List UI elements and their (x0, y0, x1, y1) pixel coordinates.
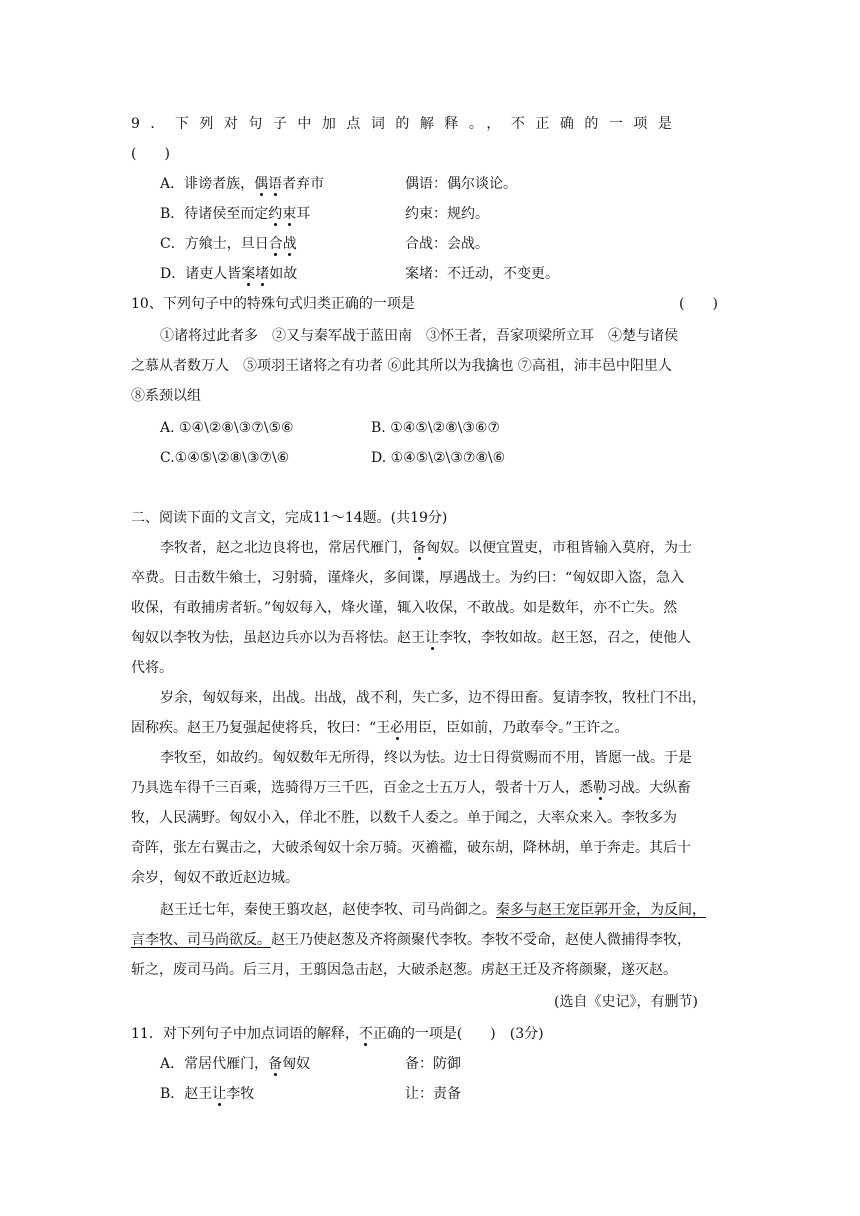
passage-p1-line-2: 卒费。日击数牛飨士，习射骑，谨烽火，多间谍，厚遇战士。为约曰：“匈奴即入盗，急入 (131, 570, 685, 586)
q10-body-line-1: ①诸将过此者多 ②又与秦军战于蓝田南 ③怀王者，吾家项梁所立耳 ④楚与诸侯 (160, 328, 678, 344)
passage-p4-line-2: 言李牧、司马尚欲反。赵王乃使赵葱及齐将颜聚代李牧。李牧不受命，赵使人微捕得李牧， (131, 932, 691, 948)
q9-option-a-explanation: 偶语：偶尔谈论。 (405, 176, 517, 192)
passage-p2-line-2: 固称疾。赵王乃复强起使将兵，牧曰：“王必用臣，臣如前，乃敢奉令。”王许之。 (131, 720, 629, 736)
section-2-heading: 二、阅读下面的文言文，完成11～14题。(共19分) (131, 510, 448, 526)
passage-p1-line-3: 收保，有敢捕虏者斩。”匈奴每入，烽火谨，辄入收保，不敢战。如是数年，亦不亡失。然 (131, 600, 678, 616)
q9-option-a: A．诽谤者族，偶语者弃市 (160, 176, 325, 192)
q9-option-b-explanation: 约束：规约。 (405, 206, 489, 222)
q11-option-a-explanation: 备：防御 (405, 1056, 461, 1072)
q9-stem: 9．下列对句子中加点词的解释。，不正确的一项是 (131, 116, 683, 132)
passage-p1-line-1: 李牧者，赵之北边良将也，常居代雁门，备匈奴。以便宜置吏，市租皆输入莫府，为士 (160, 540, 692, 556)
q11-stem: 11．对下列句子中加点词语的解释，不正确的一项是( ) (3分) (131, 1026, 544, 1042)
passage-p4-line-1: 赵王迁七年，秦使王翦攻赵，赵使李牧、司马尚御之。秦多与赵王宠臣郭开金，为反间， (160, 902, 706, 918)
passage-source: (选自《史记》，有删节) (554, 994, 698, 1010)
q9-option-c: C．方飨士，旦日合战 (160, 236, 297, 252)
passage-p3-line-2: 乃具选车得千三百乘，选骑得万三千匹，百金之士五万人，彀者十万人，悉勒习战。大纵畜 (131, 780, 691, 796)
passage-p3-line-4: 奇阵，张左右翼击之，大破杀匈奴十余万骑。灭襜褴，破东胡，降林胡，单于奔走。其后十 (131, 840, 691, 856)
passage-p1-line-4: 匈奴以李牧为怯，虽赵边兵亦以为吾将怯。赵王让李牧，李牧如故。赵王怒，召之，使他人 (131, 630, 691, 646)
q9-option-b: B．待诸侯至而定约束耳 (160, 206, 311, 222)
q11-option-b: B．赵王让李牧 (160, 1086, 255, 1102)
passage-p3-line-1: 李牧至，如故约。匈奴数年无所得，终以为怯。边士日得赏赐而不用，皆愿一战。于是 (160, 750, 692, 766)
q9-option-d: D．诸吏人皆案堵如故 (160, 266, 298, 282)
q9-option-d-explanation: 案堵：不迁动，不变更。 (405, 266, 559, 282)
passage-p3-line-3: 牧，人民满野。匈奴小入，佯北不胜，以数千人委之。单于闻之，大率众来入。李牧多为 (131, 810, 677, 826)
q11-option-b-explanation: 让：责备 (405, 1086, 461, 1102)
passage-p4-line-3: 斩之，废司马尚。后三月，王翦因急击赵，大破杀赵葱。虏赵王迁及齐将颜聚，遂灭赵。 (131, 962, 677, 978)
q10-body-line-3: ⑧系颈以组 (131, 388, 201, 404)
q9-option-c-explanation: 合战：会战。 (405, 236, 489, 252)
q10-body-line-2: 之慕从者数万人 ⑤项羽王诸将之有功者 ⑥此其所以为我擒也 ⑦高祖，沛丰邑中阳里人 (131, 358, 672, 374)
q10-option-b: B. ①④⑤\②⑧\③⑥⑦ (371, 420, 501, 436)
passage-p3-line-5: 余岁，匈奴不敢近赵边城。 (131, 870, 299, 886)
q10-option-a: A. ①④\②⑧\③⑦\⑤⑥ (160, 420, 294, 436)
q9-answer-paren: ( ) (131, 146, 170, 162)
q10-answer-paren: ( ) (679, 296, 718, 312)
passage-p2-line-1: 岁余，匈奴每来，出战。出战，战不利，失亡多，边不得田畜。复请李牧，牧杜门不出， (160, 690, 706, 706)
q11-option-a: A．常居代雁门，备匈奴 (160, 1056, 311, 1072)
q10-option-c: C.①④⑤\②⑧\③⑦\⑥ (160, 450, 290, 466)
q10-stem: 10、下列句子中的特殊句式归类正确的一项是 (131, 296, 415, 312)
passage-p1-line-5: 代将。 (131, 660, 173, 676)
q10-option-d: D. ①④⑤\②\③⑦⑧\⑥ (371, 450, 506, 466)
